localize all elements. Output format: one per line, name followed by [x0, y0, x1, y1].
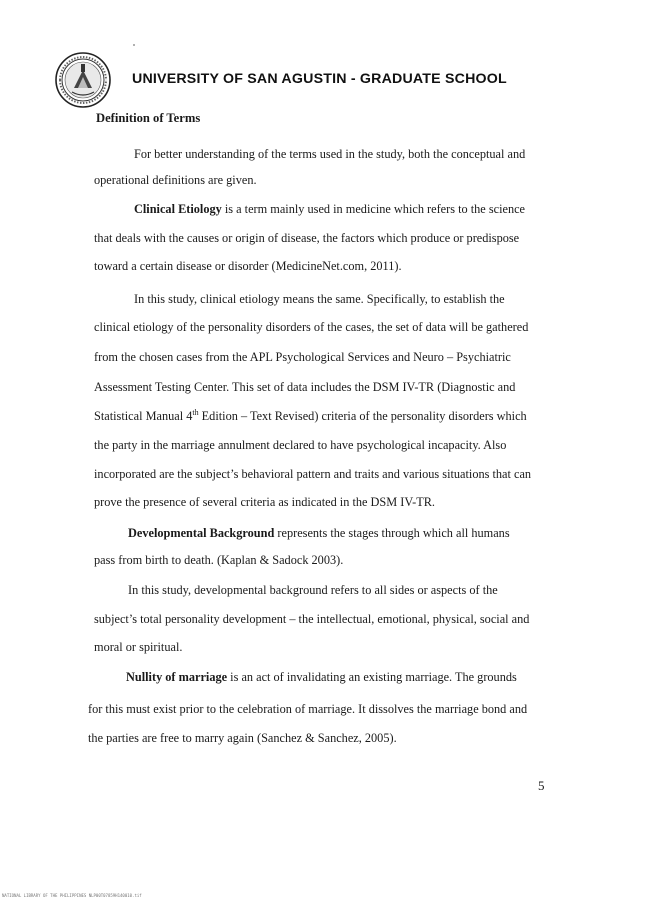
- paragraph-line: [134, 202, 525, 217]
- university-header: UNIVERSITY OF SAN AGUSTIN - GRADUATE SCHOOL: [132, 71, 507, 87]
- paragraph-line: moral or spiritual.: [94, 640, 183, 654]
- paragraph-line: subject’s total personality development – the intellectual, emotional, physical, social and: [94, 612, 530, 626]
- paragraph-line: from the chosen cases from the APL Psychological Services and Neuro – Psychiatric: [94, 350, 511, 364]
- scan-footer: NATIONAL LIBRARY OF THE PHILIPPINES NLP00T07859H140010.tif: [2, 893, 142, 898]
- term-clinical-etiology: Clinical Etiology: [134, 202, 222, 216]
- superscript: th: [192, 407, 199, 417]
- paragraph-line: incorporated are the subject’s behavioral pattern and traits and various situations that can: [94, 467, 532, 481]
- term-nullity-of-marriage: Nullity of marriage: [126, 670, 228, 684]
- paragraph-line: for this must exist prior to the celebration of marriage. It dissolves the marriage bond and: [88, 702, 528, 716]
- paragraph-line: [128, 526, 510, 541]
- paragraph-line: For better understanding of the terms used in the study, both the conceptual and: [134, 147, 526, 161]
- paragraph-line: the parties are free to marry again (Sanchez & Sanchez, 2005).: [88, 731, 397, 745]
- paragraph-line: In this study, clinical etiology means the same. Specifically, to establish the: [134, 292, 505, 306]
- paragraph-line: that deals with the causes or origin of disease, the factors which produce or predispose: [94, 231, 520, 245]
- paragraph-line: clinical etiology of the personality disorders of the cases, the set of data will be gathered: [94, 320, 529, 334]
- definition-text: is an act of invalidating an existing marriage. The grounds: [227, 670, 517, 684]
- paragraph-line: Assessment Testing Center. This set of data includes the DSM IV-TR (Diagnostic and: [94, 380, 516, 394]
- text-span: Edition – Text Revised) criteria of the personality disorders which: [198, 409, 527, 423]
- section-title: Definition of Terms: [96, 111, 201, 125]
- term-developmental-background: Developmental Background: [128, 526, 275, 540]
- paragraph-line: prove the presence of several criteria as indicated in the DSM IV-TR.: [94, 495, 436, 509]
- scan-speck: [133, 44, 135, 46]
- page-number: 5: [538, 778, 545, 793]
- paragraph-line: operational definitions are given.: [94, 173, 257, 187]
- university-seal-icon: [50, 50, 116, 110]
- paragraph-line: the party in the marriage annulment declared to have psychological incapacity. Also: [94, 438, 507, 452]
- paragraph-line: pass from birth to death. (Kaplan & Sadock 2003).: [94, 553, 344, 567]
- paragraph-line: In this study, developmental background refers to all sides or aspects of the: [128, 583, 498, 597]
- paragraph-line: [126, 670, 517, 685]
- paragraph-line: [94, 409, 527, 424]
- definition-text: represents the stages through which all humans: [274, 526, 510, 540]
- paragraph-line: toward a certain disease or disorder (MedicineNet.com, 2011).: [94, 259, 402, 273]
- text-span: Statistical Manual 4: [94, 409, 193, 423]
- definition-text: is a term mainly used in medicine which refers to the science: [221, 202, 526, 216]
